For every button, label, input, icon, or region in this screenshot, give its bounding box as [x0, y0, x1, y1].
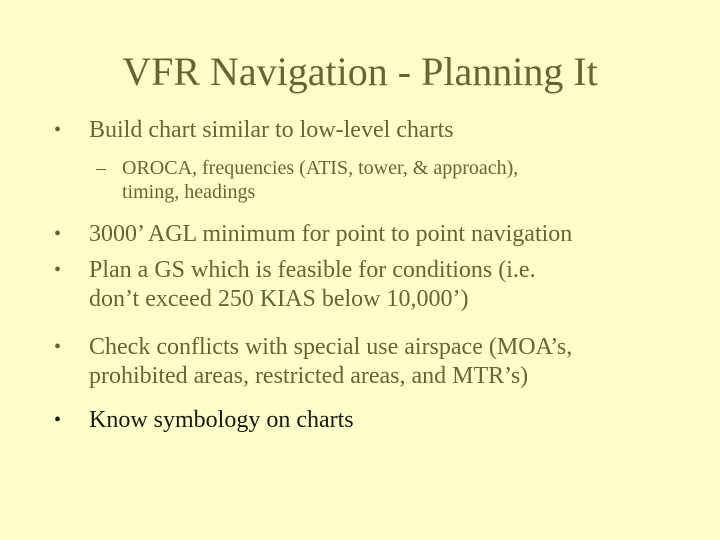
bullet-text: prohibited areas, restricted areas, and MTR’s) [89, 363, 529, 389]
slide-title: VFR Navigation - Planning It [122, 49, 598, 94]
sub-bullet-text: timing, headings [122, 181, 256, 203]
bullet-item [54, 220, 714, 249]
bullet-item [54, 256, 714, 314]
bullet-text: don’t exceed 250 KIAS below 10,000’) [89, 286, 469, 312]
bullet-icon: • [54, 259, 62, 281]
dash-icon: – [96, 157, 106, 179]
bullet-icon: • [54, 336, 62, 358]
bullet-text: Check conflicts with special use airspace (MOA’s, [89, 334, 573, 360]
bullet-text: Plan a GS which is feasible for conditions (i.e. [89, 257, 536, 283]
bullet-icon: • [54, 409, 62, 431]
bullet-icon: • [54, 223, 62, 245]
bullet-item [54, 406, 714, 435]
bullet-item [54, 116, 714, 145]
bullet-text: Know symbology on charts [89, 407, 354, 433]
bullet-item [54, 333, 714, 391]
bullet-text: 3000’ AGL minimum for point to point navigation [89, 221, 573, 247]
bullet-icon: • [54, 119, 62, 141]
sub-bullet-item [96, 156, 696, 204]
sub-bullet-text: OROCA, frequencies (ATIS, tower, & approach), [122, 157, 519, 179]
bullet-text: Build chart similar to low-level charts [89, 117, 454, 143]
